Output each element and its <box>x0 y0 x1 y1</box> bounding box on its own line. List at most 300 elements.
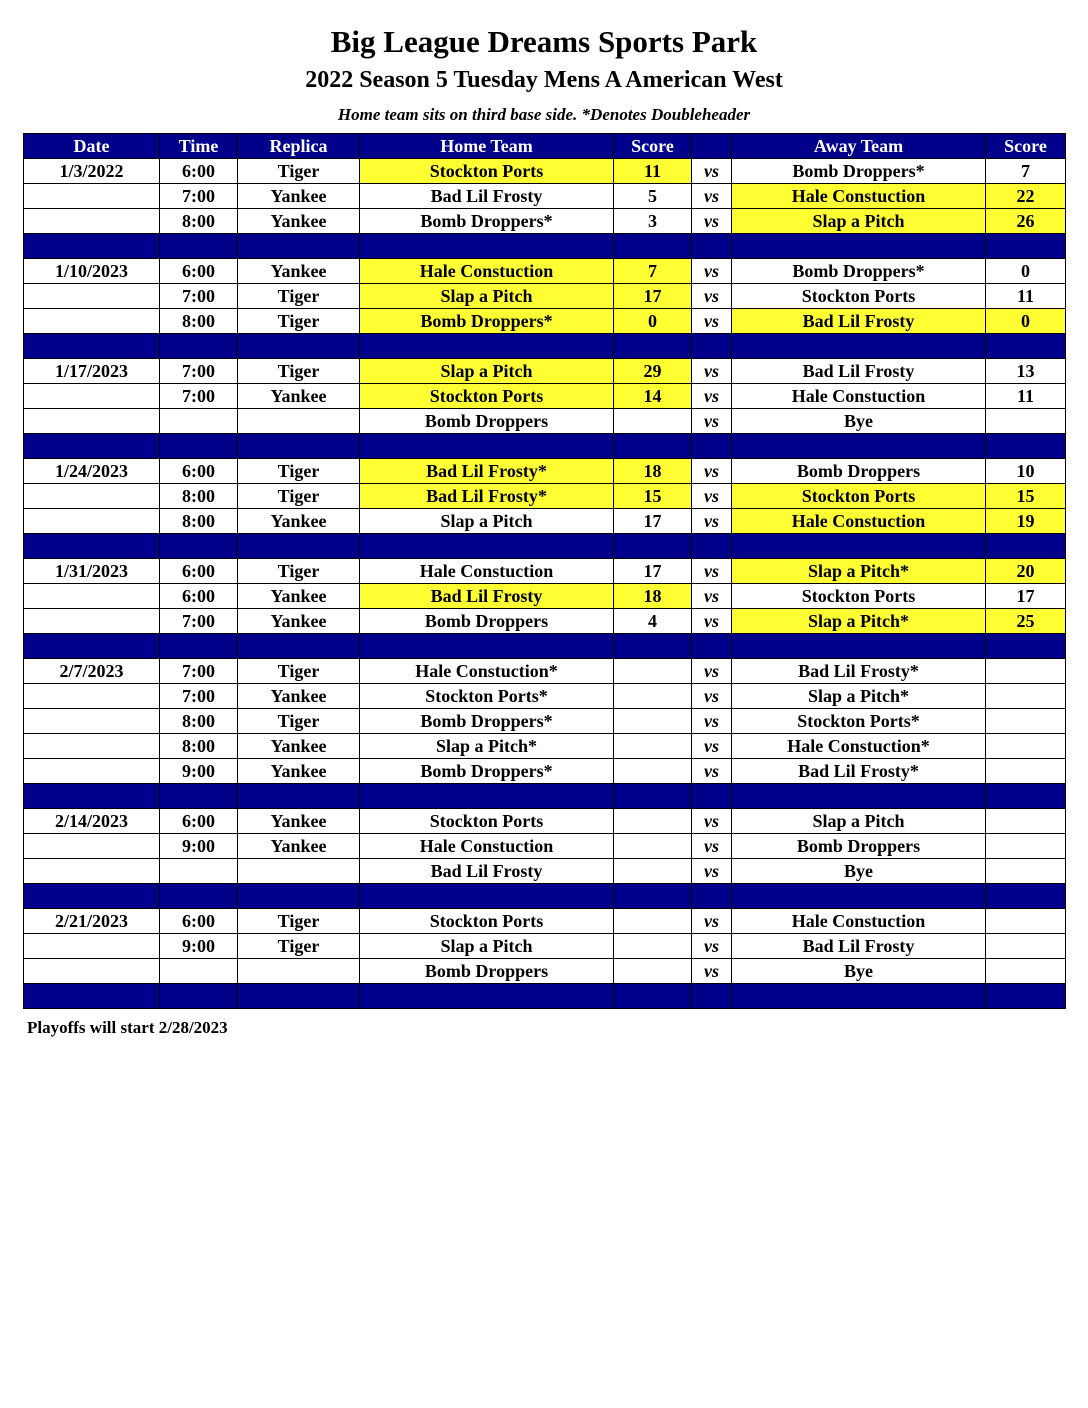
away-score-cell: 0 <box>986 309 1066 334</box>
away-score-cell: 25 <box>986 609 1066 634</box>
table-row <box>24 759 1066 784</box>
replica-cell <box>238 409 360 434</box>
week-separator-row <box>24 634 1066 659</box>
date-cell <box>24 959 160 984</box>
separator-cell <box>692 884 732 909</box>
away-score-cell <box>986 959 1066 984</box>
separator-cell <box>732 634 986 659</box>
home-team-cell: Bomb Droppers* <box>360 209 614 234</box>
home-score-cell: 7 <box>614 259 692 284</box>
table-row <box>24 509 1066 534</box>
vs-cell: vs <box>692 209 732 234</box>
separator-cell <box>732 884 986 909</box>
away-team-cell: Bomb Droppers <box>732 834 986 859</box>
separator-cell <box>160 984 238 1009</box>
home-team-cell: Bad Lil Frosty <box>360 184 614 209</box>
away-team-cell: Slap a Pitch* <box>732 559 986 584</box>
home-score-cell: 11 <box>614 159 692 184</box>
date-cell <box>24 384 160 409</box>
time-cell: 8:00 <box>160 734 238 759</box>
date-cell <box>24 509 160 534</box>
date-cell <box>24 309 160 334</box>
vs-cell: vs <box>692 559 732 584</box>
vs-cell: vs <box>692 859 732 884</box>
away-team-cell: Slap a Pitch* <box>732 609 986 634</box>
separator-cell <box>24 884 160 909</box>
date-cell <box>24 934 160 959</box>
table-row <box>24 209 1066 234</box>
separator-cell <box>160 234 238 259</box>
replica-cell: Tiger <box>238 359 360 384</box>
home-score-cell: 17 <box>614 509 692 534</box>
week-separator-row <box>24 334 1066 359</box>
home-team-cell: Hale Constuction <box>360 259 614 284</box>
separator-cell <box>986 334 1066 359</box>
away-team-cell: Hale Constuction <box>732 184 986 209</box>
home-team-cell: Bad Lil Frosty <box>360 584 614 609</box>
playoffs-note: Playoffs will start 2/28/2023 <box>27 1018 228 1037</box>
home-team-cell: Bad Lil Frosty <box>360 859 614 884</box>
date-cell: 2/7/2023 <box>24 659 160 684</box>
table-header-row <box>24 134 1066 159</box>
away-team-cell: Slap a Pitch <box>732 809 986 834</box>
home-score-cell: 15 <box>614 484 692 509</box>
vs-cell: vs <box>692 459 732 484</box>
vs-cell: vs <box>692 284 732 309</box>
page-subtitle: 2022 Season 5 Tuesday Mens A American West <box>305 67 783 93</box>
replica-cell: Yankee <box>238 184 360 209</box>
away-team-cell: Bye <box>732 859 986 884</box>
table-row <box>24 734 1066 759</box>
col-header-time: Time <box>160 134 238 159</box>
home-team-cell: Bomb Droppers* <box>360 759 614 784</box>
away-score-cell <box>986 859 1066 884</box>
separator-cell <box>692 334 732 359</box>
separator-cell <box>732 784 986 809</box>
away-score-cell <box>986 659 1066 684</box>
time-cell: 8:00 <box>160 709 238 734</box>
away-score-cell <box>986 809 1066 834</box>
away-team-cell: Bomb Droppers* <box>732 159 986 184</box>
time-cell: 8:00 <box>160 209 238 234</box>
time-cell: 6:00 <box>160 559 238 584</box>
separator-cell <box>986 784 1066 809</box>
date-cell <box>24 184 160 209</box>
away-team-cell: Bad Lil Frosty <box>732 934 986 959</box>
schedule-note: Home team sits on third base side. *Denotes Doubleheader <box>337 105 751 124</box>
separator-cell <box>692 984 732 1009</box>
table-row <box>24 309 1066 334</box>
replica-cell <box>238 959 360 984</box>
separator-cell <box>986 434 1066 459</box>
separator-cell <box>692 634 732 659</box>
col-header-date: Date <box>24 134 160 159</box>
table-row <box>24 684 1066 709</box>
separator-cell <box>986 984 1066 1009</box>
date-cell <box>24 209 160 234</box>
time-cell: 9:00 <box>160 834 238 859</box>
table-row <box>24 459 1066 484</box>
time-cell: 9:00 <box>160 759 238 784</box>
replica-cell: Yankee <box>238 834 360 859</box>
separator-cell <box>160 334 238 359</box>
replica-cell: Yankee <box>238 209 360 234</box>
away-team-cell: Hale Constuction <box>732 909 986 934</box>
table-row <box>24 909 1066 934</box>
home-team-cell: Bad Lil Frosty* <box>360 459 614 484</box>
vs-cell: vs <box>692 909 732 934</box>
table-row <box>24 709 1066 734</box>
home-team-cell: Bomb Droppers* <box>360 309 614 334</box>
vs-cell: vs <box>692 184 732 209</box>
separator-cell <box>732 234 986 259</box>
away-team-cell: Slap a Pitch* <box>732 684 986 709</box>
time-cell: 6:00 <box>160 909 238 934</box>
home-team-cell: Stockton Ports <box>360 909 614 934</box>
col-header-replica: Replica <box>238 134 360 159</box>
vs-cell: vs <box>692 759 732 784</box>
table-row <box>24 959 1066 984</box>
away-score-cell: 26 <box>986 209 1066 234</box>
separator-cell <box>160 784 238 809</box>
home-team-cell: Slap a Pitch <box>360 359 614 384</box>
separator-cell <box>614 534 692 559</box>
separator-cell <box>360 234 614 259</box>
home-team-cell: Hale Constuction <box>360 559 614 584</box>
away-score-cell: 13 <box>986 359 1066 384</box>
col-header-away-score: Score <box>986 134 1066 159</box>
away-score-cell <box>986 934 1066 959</box>
vs-cell: vs <box>692 934 732 959</box>
vs-cell: vs <box>692 484 732 509</box>
away-score-cell <box>986 709 1066 734</box>
away-team-cell: Stockton Ports* <box>732 709 986 734</box>
vs-cell: vs <box>692 309 732 334</box>
table-row <box>24 184 1066 209</box>
away-score-cell: 7 <box>986 159 1066 184</box>
table-row <box>24 834 1066 859</box>
separator-cell <box>160 884 238 909</box>
date-cell <box>24 709 160 734</box>
separator-cell <box>732 434 986 459</box>
col-header-away-team: Away Team <box>732 134 986 159</box>
home-score-cell: 17 <box>614 284 692 309</box>
time-cell: 7:00 <box>160 184 238 209</box>
date-cell: 1/10/2023 <box>24 259 160 284</box>
replica-cell: Yankee <box>238 384 360 409</box>
time-cell: 7:00 <box>160 684 238 709</box>
away-team-cell: Stockton Ports <box>732 284 986 309</box>
home-score-cell <box>614 709 692 734</box>
separator-cell <box>986 534 1066 559</box>
away-score-cell: 19 <box>986 509 1066 534</box>
home-team-cell: Bomb Droppers <box>360 959 614 984</box>
home-team-cell: Slap a Pitch <box>360 284 614 309</box>
home-score-cell: 18 <box>614 584 692 609</box>
separator-cell <box>614 984 692 1009</box>
replica-cell: Tiger <box>238 934 360 959</box>
separator-cell <box>24 434 160 459</box>
away-team-cell: Bad Lil Frosty* <box>732 659 986 684</box>
col-header-vs <box>692 134 732 159</box>
away-team-cell: Bad Lil Frosty <box>732 309 986 334</box>
week-separator-row <box>24 884 1066 909</box>
home-team-cell: Stockton Ports <box>360 159 614 184</box>
time-cell: 7:00 <box>160 384 238 409</box>
separator-cell <box>238 984 360 1009</box>
time-cell: 7:00 <box>160 609 238 634</box>
separator-cell <box>692 234 732 259</box>
separator-cell <box>360 884 614 909</box>
home-team-cell: Slap a Pitch* <box>360 734 614 759</box>
vs-cell: vs <box>692 959 732 984</box>
away-team-cell: Bomb Droppers* <box>732 259 986 284</box>
table-row <box>24 934 1066 959</box>
week-separator-row <box>24 534 1066 559</box>
home-score-cell <box>614 834 692 859</box>
home-team-cell: Bomb Droppers* <box>360 709 614 734</box>
time-cell: 8:00 <box>160 509 238 534</box>
week-separator-row <box>24 234 1066 259</box>
table-row <box>24 809 1066 834</box>
away-score-cell: 0 <box>986 259 1066 284</box>
time-cell: 7:00 <box>160 359 238 384</box>
date-cell <box>24 284 160 309</box>
vs-cell: vs <box>692 159 732 184</box>
date-cell <box>24 734 160 759</box>
home-team-cell: Bomb Droppers <box>360 609 614 634</box>
home-score-cell: 5 <box>614 184 692 209</box>
time-cell: 7:00 <box>160 284 238 309</box>
away-score-cell <box>986 684 1066 709</box>
vs-cell: vs <box>692 384 732 409</box>
home-team-cell: Stockton Ports* <box>360 684 614 709</box>
replica-cell: Yankee <box>238 259 360 284</box>
date-cell <box>24 684 160 709</box>
away-score-cell: 11 <box>986 284 1066 309</box>
home-team-cell: Bomb Droppers <box>360 409 614 434</box>
vs-cell: vs <box>692 509 732 534</box>
separator-cell <box>24 334 160 359</box>
separator-cell <box>360 784 614 809</box>
away-team-cell: Bomb Droppers <box>732 459 986 484</box>
away-score-cell <box>986 909 1066 934</box>
separator-cell <box>692 434 732 459</box>
separator-cell <box>614 634 692 659</box>
col-header-home-score: Score <box>614 134 692 159</box>
home-score-cell <box>614 759 692 784</box>
home-score-cell <box>614 809 692 834</box>
home-score-cell <box>614 959 692 984</box>
away-score-cell: 20 <box>986 559 1066 584</box>
away-score-cell <box>986 734 1066 759</box>
away-team-cell: Stockton Ports <box>732 484 986 509</box>
separator-cell <box>24 634 160 659</box>
replica-cell <box>238 859 360 884</box>
replica-cell: Tiger <box>238 309 360 334</box>
separator-cell <box>238 784 360 809</box>
time-cell <box>160 859 238 884</box>
separator-cell <box>238 534 360 559</box>
table-row <box>24 409 1066 434</box>
table-row <box>24 284 1066 309</box>
away-team-cell: Bye <box>732 409 986 434</box>
vs-cell: vs <box>692 259 732 284</box>
table-row <box>24 359 1066 384</box>
away-score-cell <box>986 834 1066 859</box>
table-row <box>24 859 1066 884</box>
time-cell: 6:00 <box>160 459 238 484</box>
time-cell: 6:00 <box>160 159 238 184</box>
date-cell: 1/31/2023 <box>24 559 160 584</box>
vs-cell: vs <box>692 659 732 684</box>
home-team-cell: Slap a Pitch <box>360 509 614 534</box>
separator-cell <box>160 534 238 559</box>
separator-cell <box>360 334 614 359</box>
replica-cell: Yankee <box>238 734 360 759</box>
home-team-cell: Stockton Ports <box>360 809 614 834</box>
home-score-cell <box>614 734 692 759</box>
vs-cell: vs <box>692 809 732 834</box>
replica-cell: Tiger <box>238 484 360 509</box>
date-cell: 2/14/2023 <box>24 809 160 834</box>
time-cell: 6:00 <box>160 584 238 609</box>
separator-cell <box>692 534 732 559</box>
time-cell <box>160 409 238 434</box>
date-cell: 2/21/2023 <box>24 909 160 934</box>
date-cell <box>24 759 160 784</box>
date-cell: 1/24/2023 <box>24 459 160 484</box>
separator-cell <box>986 234 1066 259</box>
home-score-cell: 14 <box>614 384 692 409</box>
table-row <box>24 159 1066 184</box>
separator-cell <box>238 884 360 909</box>
separator-cell <box>24 984 160 1009</box>
table-row <box>24 384 1066 409</box>
table-row <box>24 559 1066 584</box>
away-score-cell: 17 <box>986 584 1066 609</box>
week-separator-row <box>24 984 1066 1009</box>
away-score-cell <box>986 409 1066 434</box>
table-row <box>24 584 1066 609</box>
away-score-cell: 22 <box>986 184 1066 209</box>
home-score-cell <box>614 659 692 684</box>
table-row <box>24 259 1066 284</box>
home-team-cell: Stockton Ports <box>360 384 614 409</box>
date-cell: 1/3/2022 <box>24 159 160 184</box>
separator-cell <box>360 984 614 1009</box>
separator-cell <box>238 634 360 659</box>
vs-cell: vs <box>692 734 732 759</box>
separator-cell <box>732 984 986 1009</box>
home-score-cell <box>614 934 692 959</box>
replica-cell: Tiger <box>238 159 360 184</box>
separator-cell <box>692 784 732 809</box>
away-team-cell: Stockton Ports <box>732 584 986 609</box>
away-score-cell: 11 <box>986 384 1066 409</box>
away-team-cell: Bye <box>732 959 986 984</box>
away-score-cell: 10 <box>986 459 1066 484</box>
replica-cell: Tiger <box>238 284 360 309</box>
vs-cell: vs <box>692 834 732 859</box>
home-team-cell: Slap a Pitch <box>360 934 614 959</box>
away-team-cell: Bad Lil Frosty <box>732 359 986 384</box>
separator-cell <box>24 784 160 809</box>
separator-cell <box>614 234 692 259</box>
time-cell: 6:00 <box>160 809 238 834</box>
replica-cell: Tiger <box>238 459 360 484</box>
time-cell: 6:00 <box>160 259 238 284</box>
replica-cell: Tiger <box>238 709 360 734</box>
separator-cell <box>24 234 160 259</box>
separator-cell <box>614 784 692 809</box>
date-cell: 1/17/2023 <box>24 359 160 384</box>
home-score-cell: 3 <box>614 209 692 234</box>
date-cell <box>24 834 160 859</box>
replica-cell: Tiger <box>238 909 360 934</box>
date-cell <box>24 609 160 634</box>
separator-cell <box>238 234 360 259</box>
home-team-cell: Hale Constuction* <box>360 659 614 684</box>
home-team-cell: Hale Constuction <box>360 834 614 859</box>
col-header-home-team: Home Team <box>360 134 614 159</box>
vs-cell: vs <box>692 684 732 709</box>
separator-cell <box>614 434 692 459</box>
away-score-cell: 15 <box>986 484 1066 509</box>
away-team-cell: Bad Lil Frosty* <box>732 759 986 784</box>
replica-cell: Yankee <box>238 509 360 534</box>
vs-cell: vs <box>692 709 732 734</box>
date-cell <box>24 484 160 509</box>
date-cell <box>24 584 160 609</box>
home-score-cell: 17 <box>614 559 692 584</box>
separator-cell <box>614 884 692 909</box>
separator-cell <box>732 534 986 559</box>
vs-cell: vs <box>692 359 732 384</box>
vs-cell: vs <box>692 409 732 434</box>
time-cell: 8:00 <box>160 309 238 334</box>
replica-cell: Tiger <box>238 659 360 684</box>
home-score-cell <box>614 684 692 709</box>
separator-cell <box>24 534 160 559</box>
date-cell <box>24 859 160 884</box>
date-cell <box>24 409 160 434</box>
separator-cell <box>986 884 1066 909</box>
home-score-cell: 4 <box>614 609 692 634</box>
table-row <box>24 609 1066 634</box>
week-separator-row <box>24 434 1066 459</box>
away-team-cell: Hale Constuction* <box>732 734 986 759</box>
home-score-cell: 18 <box>614 459 692 484</box>
home-score-cell <box>614 409 692 434</box>
separator-cell <box>360 634 614 659</box>
replica-cell: Yankee <box>238 759 360 784</box>
home-score-cell <box>614 859 692 884</box>
separator-cell <box>238 334 360 359</box>
replica-cell: Yankee <box>238 809 360 834</box>
separator-cell <box>986 634 1066 659</box>
week-separator-row <box>24 784 1066 809</box>
separator-cell <box>160 634 238 659</box>
home-team-cell: Bad Lil Frosty* <box>360 484 614 509</box>
home-score-cell: 0 <box>614 309 692 334</box>
away-team-cell: Hale Constuction <box>732 509 986 534</box>
time-cell: 7:00 <box>160 659 238 684</box>
time-cell: 8:00 <box>160 484 238 509</box>
home-score-cell: 29 <box>614 359 692 384</box>
table-row <box>24 484 1066 509</box>
replica-cell: Yankee <box>238 609 360 634</box>
